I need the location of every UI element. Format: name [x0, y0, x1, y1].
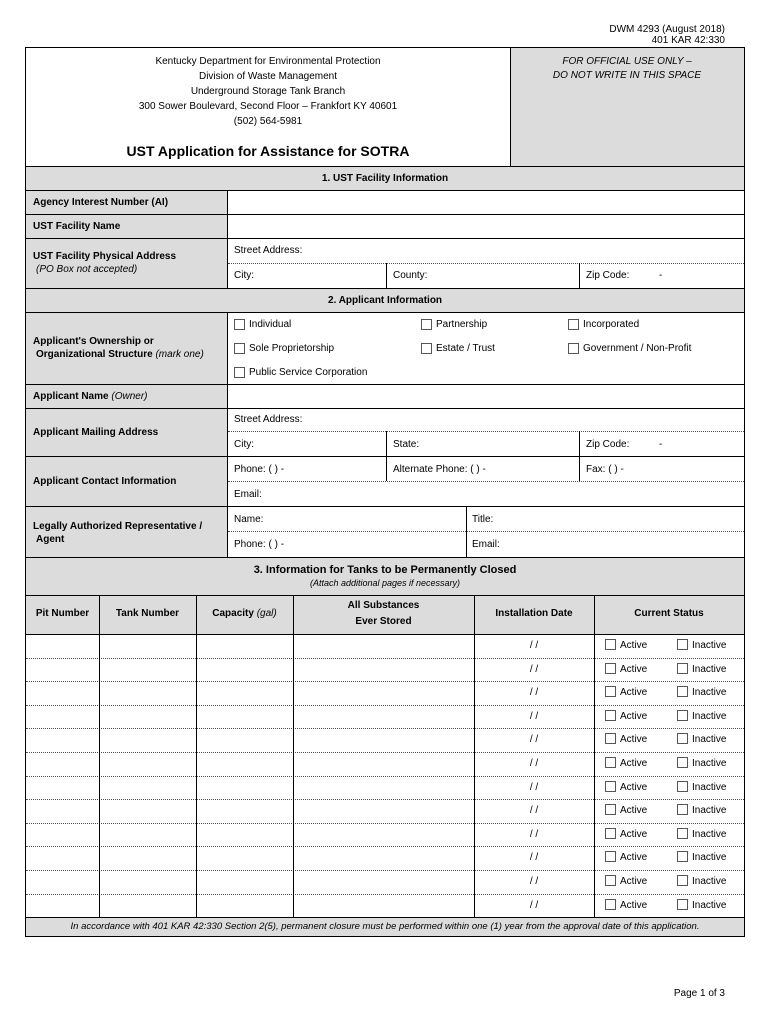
public-service-checkbox[interactable]: [234, 367, 245, 378]
ownership-label-line1: Applicant's Ownership or: [33, 336, 154, 347]
inactive-label: Inactive: [692, 640, 727, 651]
agency-line2: Division of Waste Management: [198, 71, 338, 82]
agency-line4: 300 Sower Boulevard, Second Floor – Frankfort KY 40601: [138, 101, 398, 112]
rep-email-label[interactable]: Email:: [472, 539, 500, 550]
active-checkbox[interactable]: [605, 851, 616, 862]
inactive-checkbox[interactable]: [677, 875, 688, 886]
mailing-street-label[interactable]: Street Address:: [234, 414, 303, 425]
section1-title: 1. UST Facility Information: [321, 173, 449, 184]
active-checkbox[interactable]: [605, 710, 616, 721]
facility-zip-label[interactable]: Zip Code:: [586, 270, 630, 281]
col-substances-line2: Ever Stored: [355, 616, 412, 627]
col-capacity: Capacity (gal): [212, 608, 277, 619]
active-label: Active: [620, 640, 648, 651]
col-current-status: Current Status: [634, 608, 704, 619]
inactive-label: Inactive: [692, 687, 727, 699]
sole-proprietorship-label: Sole Proprietorship: [249, 343, 335, 354]
inactive-checkbox[interactable]: [677, 899, 688, 910]
facility-address-note: (PO Box not accepted): [36, 264, 138, 275]
ownership-label-line2: Organizational Structure (mark one): [36, 349, 204, 360]
rep-title-label[interactable]: Title:: [472, 514, 494, 525]
col-installation-date: Installation Date: [495, 608, 573, 619]
installation-date-field[interactable]: / /: [529, 640, 539, 651]
government-label: Government / Non-Profit: [583, 343, 692, 354]
rep-label-line2: Agent: [36, 534, 65, 545]
applicant-name-input[interactable]: [228, 385, 744, 408]
installation-date-field[interactable]: / /: [529, 710, 539, 722]
active-label: Active: [620, 758, 648, 769]
mailing-city-label[interactable]: City:: [234, 439, 254, 450]
agency-line5: (502) 564-5981: [233, 116, 303, 127]
email-label[interactable]: Email:: [234, 489, 262, 500]
facility-city-label[interactable]: City:: [234, 270, 254, 281]
inactive-label: Inactive: [692, 805, 727, 817]
inactive-checkbox[interactable]: [677, 639, 688, 650]
mailing-zip-label[interactable]: Zip Code:: [586, 439, 630, 450]
mailing-address-label: Applicant Mailing Address: [33, 427, 159, 438]
installation-date-field[interactable]: / /: [529, 828, 539, 840]
installation-date-field[interactable]: / /: [529, 876, 539, 887]
estate-trust-checkbox[interactable]: [421, 343, 432, 354]
inactive-checkbox[interactable]: [677, 733, 688, 744]
active-checkbox[interactable]: [605, 757, 616, 768]
installation-date-field[interactable]: / /: [529, 687, 539, 699]
installation-date-field[interactable]: / /: [529, 805, 539, 817]
active-checkbox[interactable]: [605, 663, 616, 674]
mailing-state-label[interactable]: State:: [393, 439, 420, 450]
installation-date-field[interactable]: / /: [529, 758, 539, 769]
rep-name-label[interactable]: Name:: [234, 514, 264, 525]
active-checkbox[interactable]: [605, 899, 616, 910]
incorporated-checkbox[interactable]: [568, 319, 579, 330]
ai-label: Agency Interest Number (AI): [33, 197, 169, 208]
individual-checkbox[interactable]: [234, 319, 245, 330]
government-checkbox[interactable]: [568, 343, 579, 354]
inactive-label: Inactive: [692, 663, 727, 675]
inactive-checkbox[interactable]: [677, 851, 688, 862]
active-checkbox[interactable]: [605, 781, 616, 792]
inactive-checkbox[interactable]: [677, 757, 688, 768]
mailing-zip-dash: -: [659, 439, 663, 450]
partnership-label: Partnership: [436, 319, 488, 330]
individual-label: Individual: [249, 319, 292, 330]
inactive-label: Inactive: [692, 899, 727, 911]
installation-date-field[interactable]: / /: [529, 734, 539, 746]
installation-date-field[interactable]: / /: [529, 852, 539, 864]
installation-date-field[interactable]: / /: [529, 899, 539, 911]
ai-input[interactable]: [228, 191, 744, 214]
active-checkbox[interactable]: [605, 639, 616, 650]
active-checkbox[interactable]: [605, 686, 616, 697]
active-label: Active: [620, 710, 648, 722]
active-label: Active: [620, 828, 648, 840]
official-use-line2: DO NOT WRITE IN THIS SPACE: [552, 70, 702, 81]
active-label: Active: [620, 899, 648, 911]
form-number: DWM 4293 (August 2018): [609, 24, 725, 35]
agency-line3: Underground Storage Tank Branch: [190, 86, 346, 97]
agency-line1: Kentucky Department for Environmental Protection: [155, 56, 381, 67]
inactive-checkbox[interactable]: [677, 804, 688, 815]
active-label: Active: [620, 876, 648, 887]
page-number: Page 1 of 3: [673, 988, 725, 999]
facility-name-label: UST Facility Name: [33, 221, 121, 232]
active-checkbox[interactable]: [605, 875, 616, 886]
active-checkbox[interactable]: [605, 804, 616, 815]
active-label: Active: [620, 852, 648, 864]
fax-label[interactable]: Fax: ( ) -: [586, 464, 624, 475]
inactive-label: Inactive: [692, 876, 727, 887]
facility-county-label[interactable]: County:: [393, 270, 428, 281]
inactive-label: Inactive: [692, 828, 727, 840]
applicant-name-label: Applicant Name (Owner): [33, 391, 148, 402]
inactive-label: Inactive: [692, 852, 727, 864]
inactive-checkbox[interactable]: [677, 686, 688, 697]
facility-name-input[interactable]: [228, 215, 744, 238]
form-title: UST Application for Assistance for SOTRA: [126, 143, 410, 159]
inactive-checkbox[interactable]: [677, 710, 688, 721]
section3-subtitle: (Attach additional pages if necessary): [309, 578, 461, 588]
inactive-label: Inactive: [692, 734, 727, 746]
inactive-label: Inactive: [692, 758, 727, 769]
col-substances-line1: All Substances: [347, 600, 420, 611]
phone-label[interactable]: Phone: ( ) -: [234, 464, 285, 475]
active-label: Active: [620, 781, 648, 793]
estate-trust-label: Estate / Trust: [436, 343, 495, 354]
section3-title: 3. Information for Tanks to be Permanently Closed: [253, 564, 517, 576]
installation-date-field[interactable]: / /: [529, 781, 539, 793]
active-label: Active: [620, 734, 648, 746]
inactive-checkbox[interactable]: [677, 828, 688, 839]
active-label: Active: [620, 663, 648, 675]
col-tank-number: Tank Number: [115, 608, 180, 619]
official-use-line1: FOR OFFICIAL USE ONLY –: [562, 56, 692, 67]
active-checkbox[interactable]: [605, 733, 616, 744]
installation-date-field[interactable]: / /: [529, 663, 539, 675]
regulation-citation: 401 KAR 42:330: [651, 35, 725, 46]
alternate-phone-label[interactable]: Alternate Phone: ( ) -: [393, 464, 486, 475]
inactive-checkbox[interactable]: [677, 781, 688, 792]
contact-info-label: Applicant Contact Information: [33, 476, 177, 487]
public-service-label: Public Service Corporation: [249, 367, 368, 378]
section2-title: 2. Applicant Information: [327, 295, 443, 306]
rep-phone-label[interactable]: Phone: ( ) -: [234, 539, 285, 550]
facility-address-label: UST Facility Physical Address: [33, 251, 177, 262]
inactive-checkbox[interactable]: [677, 663, 688, 674]
inactive-label: Inactive: [692, 710, 727, 722]
active-label: Active: [620, 687, 648, 699]
active-label: Active: [620, 805, 648, 817]
sole-proprietorship-checkbox[interactable]: [234, 343, 245, 354]
active-checkbox[interactable]: [605, 828, 616, 839]
partnership-checkbox[interactable]: [421, 319, 432, 330]
col-pit-number: Pit Number: [35, 608, 90, 619]
inactive-label: Inactive: [692, 781, 727, 793]
facility-zip-dash: -: [659, 270, 663, 281]
facility-street-label[interactable]: Street Address:: [234, 245, 303, 256]
rep-label-line1: Legally Authorized Representative /: [33, 521, 203, 532]
closure-footnote: In accordance with 401 KAR 42:330 Section 2(5), permanent closure must be performed within one (1) year from the approval date of this application.: [70, 921, 700, 932]
form-number-block: [609, 24, 725, 46]
incorporated-label: Incorporated: [583, 319, 640, 330]
